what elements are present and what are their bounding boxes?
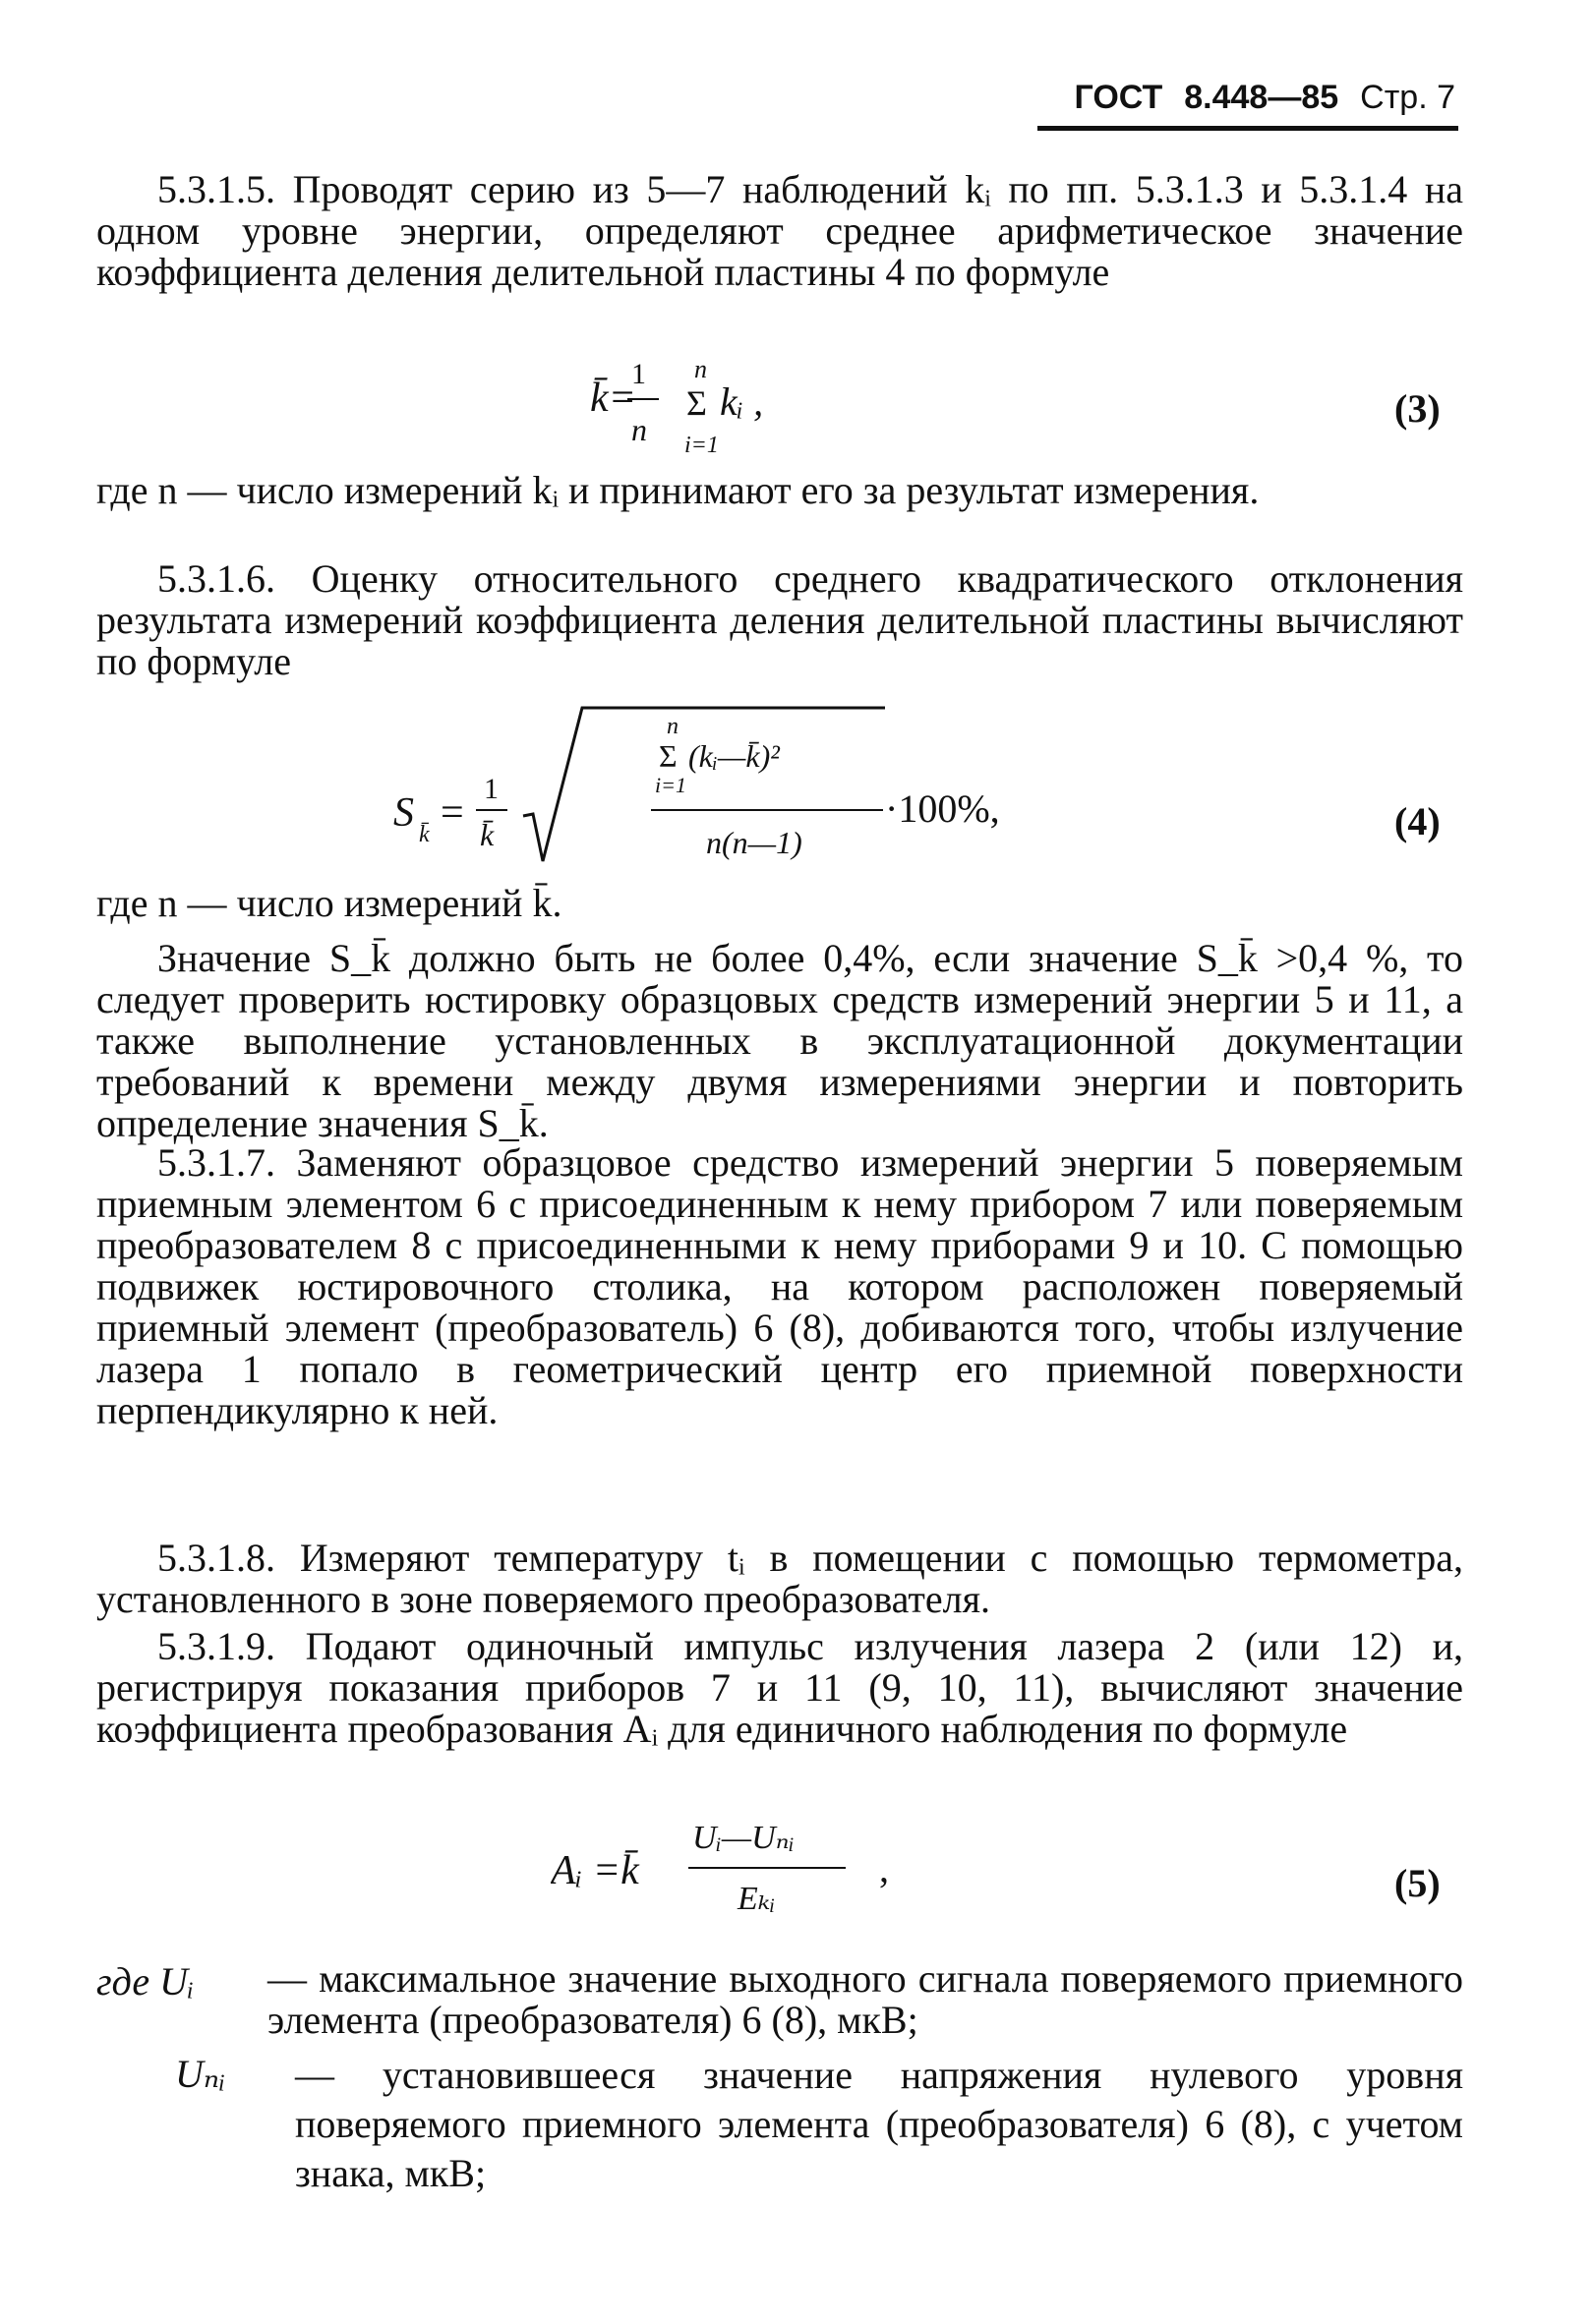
definition-text: — установившееся значение напряжения нулевого уровня поверяемого приемного элемента (преобразователя) 6 (8), с учетом знака, мкВ; [295, 2053, 1463, 2195]
formula-4-sum-bottom: i=1 [655, 773, 686, 797]
paragraph-5-3-1-5: 5.3.1.5. Проводят серию из 5—7 наблюдений kᵢ по пп. 5.3.1.3 и 5.3.1.4 на одном уровне энергии, определяют среднее арифметическое значение коэффициента деления делительной пластины 4 по формуле [96, 167, 1463, 294]
formula-3 [590, 356, 905, 464]
formula-4-fraction-denominator: k̄ [480, 817, 495, 852]
header-rule [1037, 126, 1458, 131]
formula-3-fraction-numerator: 1 [631, 358, 646, 390]
page-header [1042, 79, 1455, 128]
formula-4 [393, 688, 1082, 895]
formula-3-term: kᵢ , [720, 379, 764, 424]
formula-3-lhs: k̄= [590, 376, 636, 421]
formula-4-fraction-numerator: 1 [484, 773, 499, 805]
formula-4-sum-top: n [667, 714, 679, 739]
paragraph-value-s: Значение S_k̄ должно быть не более 0,4%, если значение S_k̄ >0,4 %, то следует проверить юстировку образцовых средств измерений энергии 5 и 11, а также выполнение установленных в эксплуатационной документации требований к времени между двумя измерениями энергии и повторить определение значения S_k̄. [96, 936, 1463, 1145]
formula-3-sum-top: n [694, 356, 707, 383]
formula-3-sum-bottom: i=1 [684, 433, 719, 458]
formula-4-lhs: S [393, 790, 414, 836]
formula-4-sum-sign: Σ [659, 738, 678, 774]
formula-5-denominator: Eₖᵢ [738, 1881, 776, 1917]
formula-5-lhs: Aᵢ =k̄ [551, 1848, 639, 1893]
formula-4-equals: = [441, 790, 464, 836]
paragraph-5-3-1-9: 5.3.1.9. Подают одиночный импульс излучения лазера 2 (или 12) и, регистрируя показания приборов 7 и 11 (9, 10, 11), вычисляют значение коэффициента преобразования Aᵢ для единичного наблюдения по формуле [96, 1624, 1463, 1751]
header-standard-number: 8.448—85 [1184, 79, 1339, 116]
paragraph-5-3-1-8: 5.3.1.8. Измеряют температуру tᵢ в помещении с помощью термометра, установленного в зоне поверяемого преобразователя. [96, 1536, 1463, 1621]
formula-5-tail: , [879, 1846, 889, 1890]
definition-symbol: Uₙᵢ [175, 2052, 226, 2096]
paragraph-where-n: где n — число измерений kᵢ и принимают его за результат измерения. [96, 468, 1260, 512]
formula-4-tail: ·100%, [885, 786, 1000, 831]
formula-4-sum-term: (kᵢ—k̄)² [688, 738, 780, 774]
paragraph-5-3-1-6: 5.3.1.6. Оценку относительного среднего квадратического отклонения результата измерений коэффициента деления делительной пластины вычисляют по формуле [96, 556, 1463, 683]
paragraph-where-n-k: где n — число измерений k̄. [96, 881, 562, 925]
header-page-number: Стр. 7 [1360, 79, 1455, 116]
definition-symbol: где Uᵢ [96, 1959, 195, 2004]
equation-number-5: (5) [1394, 1861, 1441, 1905]
equation-number-4: (4) [1394, 799, 1441, 843]
formula-3-sum-sign: Σ [686, 383, 707, 423]
equation-number-3: (3) [1394, 386, 1441, 431]
formula-4-lhs-subscript: k̄ [419, 822, 430, 847]
definition-text: — максимальное значение выходного сигнала поверяемого приемного элемента (преобразователя) 6 (8), мкВ; [267, 1956, 1463, 2042]
header-gost: ГОСТ [1074, 79, 1163, 116]
formula-4-denominator: n(n—1) [706, 825, 802, 860]
paragraph-5-3-1-7: 5.3.1.7. Заменяют образцовое средство измерений энергии 5 поверяемым приемным элементом 6 с присоединенным к нему прибором 7 или поверяемым преобразователем 8 с присоединенными к нему приборами 9 и 10. С помощью подвижек юстировочного столика, на котором расположен поверяемый приемный элемент (преобразователь) 6 (8), добиваются того, чтобы излучение лазера 1 попало в геометрический центр его приемной поверхности перпендикулярно к ней. [96, 1140, 1463, 1432]
formula-5 [551, 1813, 924, 1931]
formula-3-fraction-denominator: n [631, 412, 647, 447]
formula-5-numerator: Uᵢ—Uₙᵢ [692, 1820, 795, 1856]
